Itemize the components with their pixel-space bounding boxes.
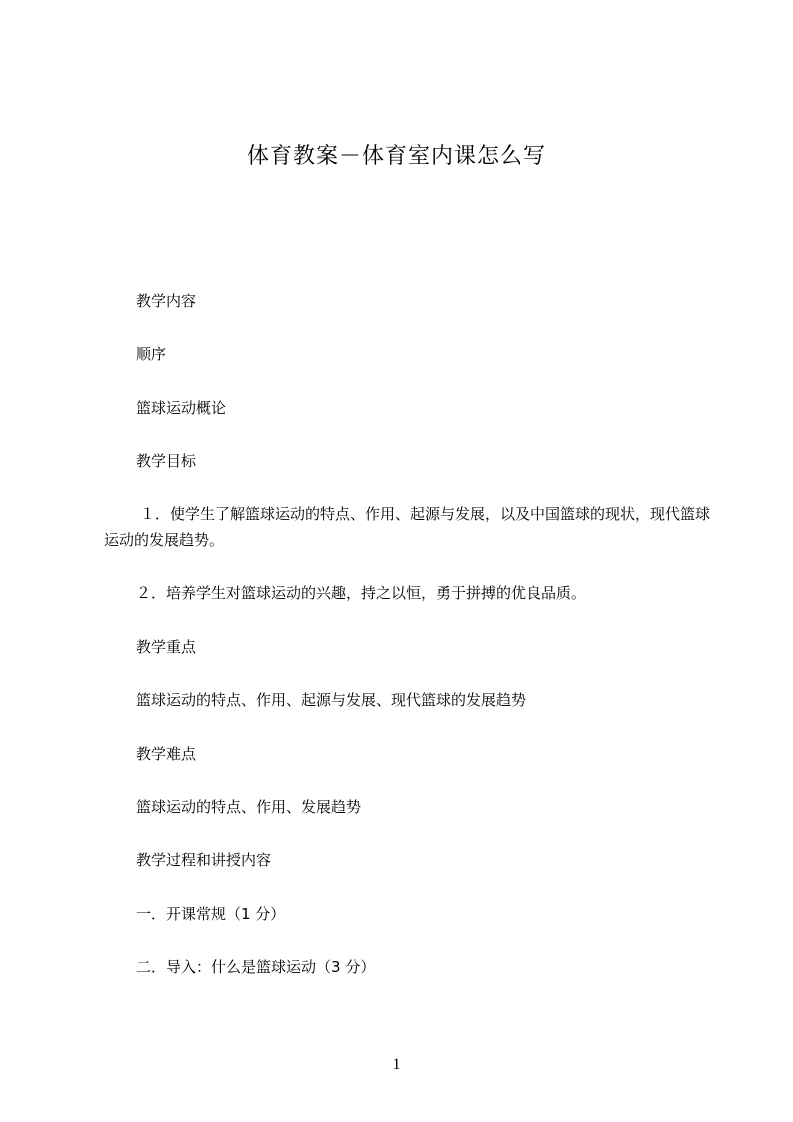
paragraph-process: 教学过程和讲授内容 (136, 851, 272, 869)
paragraph-order: 顺序 (136, 345, 167, 363)
paragraph-key-points: 教学重点 (136, 638, 197, 656)
paragraph-teaching-content: 教学内容 (136, 292, 197, 310)
page-number: 1 (392, 1056, 401, 1073)
paragraph-difficulties-content: 篮球运动的特点、作用、发展趋势 (136, 798, 362, 816)
paragraph-key-points-content: 篮球运动的特点、作用、起源与发展、现代篮球的发展趋势 (136, 691, 527, 709)
paragraph-goal-1: １．使学生了解篮球运动的特点、作用、起源与发展，以及中国篮球的现状，现代篮球运动的发展趋势。 (104, 505, 711, 549)
paragraph-basketball-overview: 篮球运动概论 (136, 399, 227, 417)
paragraph-teaching-goals: 教学目标 (136, 452, 197, 470)
paragraph-section-1: 一．开课常规（1 分） (136, 905, 286, 923)
paragraph-section-2: 二．导入：什么是篮球运动（3 分） (136, 958, 376, 976)
paragraph-difficulties: 教学难点 (136, 745, 197, 763)
document-title: 体育教案－体育室内课怎么写 (246, 144, 546, 169)
paragraph-goal-2: ２．培养学生对篮球运动的兴趣，持之以恒，勇于拼搏的优良品质。 (136, 584, 587, 602)
